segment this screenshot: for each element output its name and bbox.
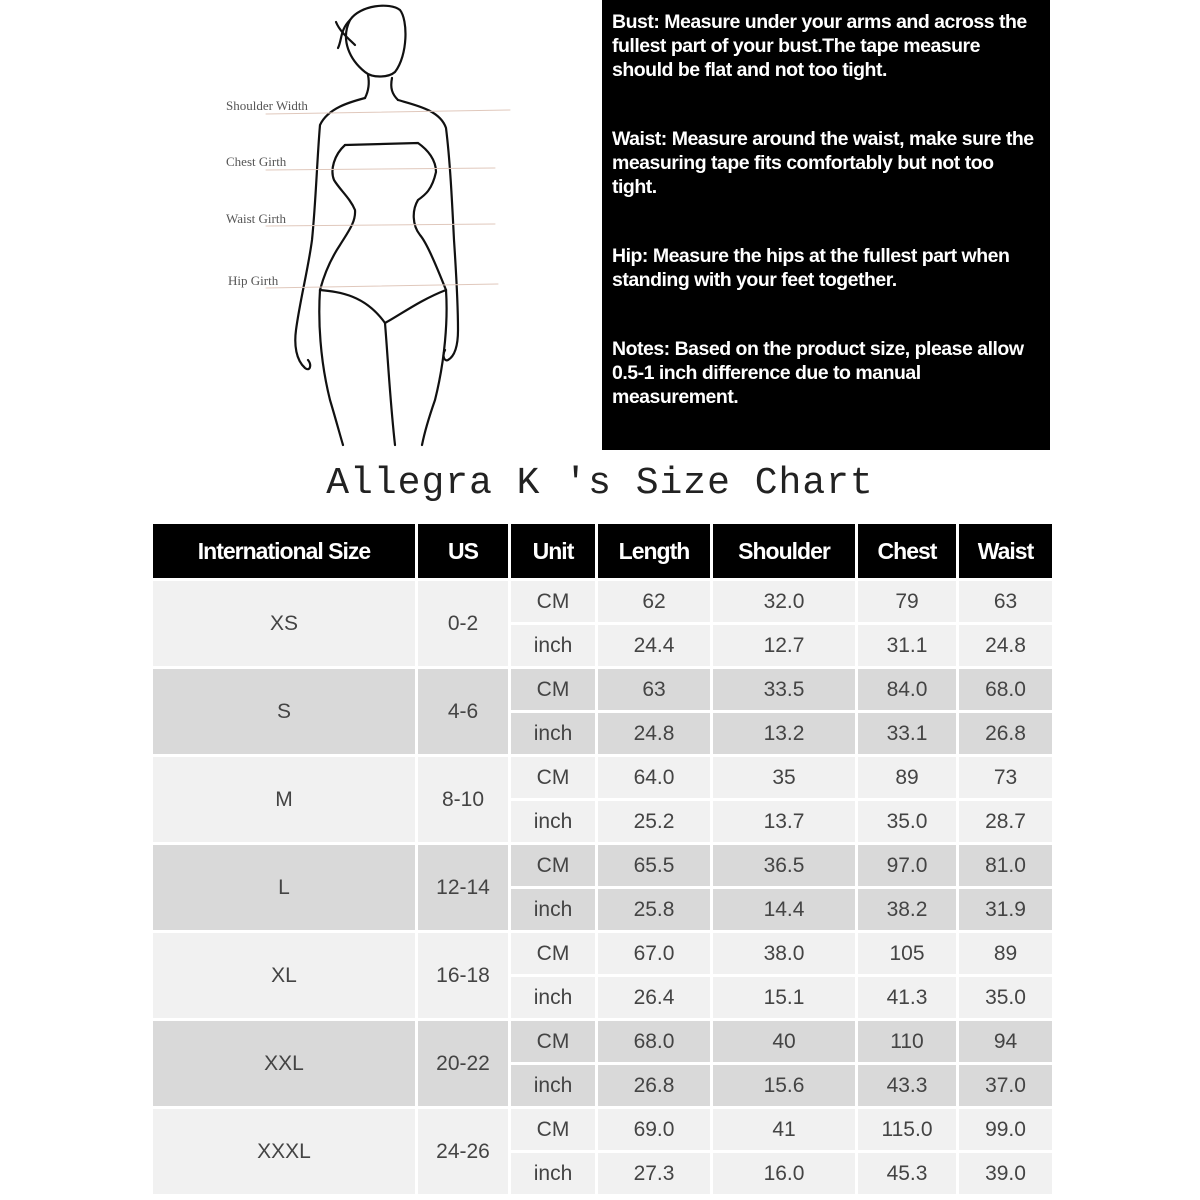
shoulder-cell: 35 bbox=[713, 757, 855, 798]
waist-cell: 94 bbox=[959, 1021, 1052, 1062]
header-waist: Waist bbox=[959, 524, 1052, 578]
header-us: US bbox=[418, 524, 508, 578]
us-size-cell: 20-22 bbox=[418, 1021, 508, 1106]
length-cell: 24.4 bbox=[598, 625, 710, 666]
length-cell: 62 bbox=[598, 581, 710, 622]
unit-cell: inch bbox=[511, 1065, 595, 1106]
table-header-row bbox=[153, 524, 1052, 578]
waist-cell: 81.0 bbox=[959, 845, 1052, 886]
chest-cell: 89 bbox=[858, 757, 956, 798]
notes-instruction: Notes: Based on the product size, please allow 0.5-1 inch difference due to manual measurement. bbox=[612, 338, 1024, 408]
header-length: Length bbox=[598, 524, 710, 578]
international-size-cell: L bbox=[153, 845, 415, 930]
chest-cell: 110 bbox=[858, 1021, 956, 1062]
chest-cell: 43.3 bbox=[858, 1065, 956, 1106]
chest-cell: 41.3 bbox=[858, 977, 956, 1018]
length-cell: 24.8 bbox=[598, 713, 710, 754]
waist-cell: 68.0 bbox=[959, 669, 1052, 710]
international-size-cell: XXL bbox=[153, 1021, 415, 1106]
header-shoulder: Shoulder bbox=[713, 524, 855, 578]
waist-cell: 63 bbox=[959, 581, 1052, 622]
waist-cell: 37.0 bbox=[959, 1065, 1052, 1106]
unit-cell: inch bbox=[511, 801, 595, 842]
waist-cell: 28.7 bbox=[959, 801, 1052, 842]
waist-cell: 89 bbox=[959, 933, 1052, 974]
bust-instruction: Bust: Measure under your arms and across the fullest part of your bust.The tape measure should be flat and not too tight. bbox=[612, 11, 1027, 81]
length-cell: 69.0 bbox=[598, 1109, 710, 1150]
length-cell: 26.4 bbox=[598, 977, 710, 1018]
shoulder-cell: 13.7 bbox=[713, 801, 855, 842]
us-size-cell: 4-6 bbox=[418, 669, 508, 754]
length-cell: 68.0 bbox=[598, 1021, 710, 1062]
us-size-cell: 24-26 bbox=[418, 1109, 508, 1194]
hip-instruction: Hip: Measure the hips at the fullest part when standing with your feet together. bbox=[612, 245, 1010, 291]
chest-cell: 97.0 bbox=[858, 845, 956, 886]
international-size-cell: XXXL bbox=[153, 1109, 415, 1194]
table-row bbox=[153, 1109, 1052, 1150]
shoulder-cell: 36.5 bbox=[713, 845, 855, 886]
length-cell: 67.0 bbox=[598, 933, 710, 974]
waist-cell: 31.9 bbox=[959, 889, 1052, 930]
length-cell: 64.0 bbox=[598, 757, 710, 798]
unit-cell: inch bbox=[511, 977, 595, 1018]
waist-girth-label: Waist Girth bbox=[226, 211, 286, 226]
chest-cell: 31.1 bbox=[858, 625, 956, 666]
international-size-cell: M bbox=[153, 757, 415, 842]
shoulder-cell: 33.5 bbox=[713, 669, 855, 710]
length-cell: 65.5 bbox=[598, 845, 710, 886]
header-unit: Unit bbox=[511, 524, 595, 578]
size-chart-title: Allegra K 's Size Chart bbox=[326, 462, 874, 505]
hip-girth-label: Hip Girth bbox=[228, 273, 279, 288]
table-row bbox=[153, 933, 1052, 974]
us-size-cell: 16-18 bbox=[418, 933, 508, 1018]
shoulder-cell: 32.0 bbox=[713, 581, 855, 622]
shoulder-cell: 40 bbox=[713, 1021, 855, 1062]
us-size-cell: 12-14 bbox=[418, 845, 508, 930]
chest-cell: 79 bbox=[858, 581, 956, 622]
us-size-cell: 0-2 bbox=[418, 581, 508, 666]
waist-instruction: Waist: Measure around the waist, make sure the measuring tape fits comfortably but not too tight. bbox=[612, 128, 1034, 198]
shoulder-cell: 12.7 bbox=[713, 625, 855, 666]
waist-cell: 99.0 bbox=[959, 1109, 1052, 1150]
unit-cell: CM bbox=[511, 933, 595, 974]
chest-cell: 35.0 bbox=[858, 801, 956, 842]
waist-cell: 24.8 bbox=[959, 625, 1052, 666]
body-measurement-figure bbox=[200, 0, 520, 450]
measurement-instructions bbox=[602, 0, 1050, 450]
unit-cell: CM bbox=[511, 581, 595, 622]
table-row bbox=[153, 757, 1052, 798]
international-size-cell: XL bbox=[153, 933, 415, 1018]
unit-cell: CM bbox=[511, 1021, 595, 1062]
length-cell: 25.8 bbox=[598, 889, 710, 930]
shoulder-cell: 16.0 bbox=[713, 1153, 855, 1194]
header-international-size: International Size bbox=[153, 524, 415, 578]
size-chart-table bbox=[150, 521, 1055, 1197]
unit-cell: CM bbox=[511, 845, 595, 886]
unit-cell: inch bbox=[511, 1153, 595, 1194]
us-size-cell: 8-10 bbox=[418, 757, 508, 842]
waist-cell: 26.8 bbox=[959, 713, 1052, 754]
length-cell: 27.3 bbox=[598, 1153, 710, 1194]
unit-cell: CM bbox=[511, 1109, 595, 1150]
length-cell: 26.8 bbox=[598, 1065, 710, 1106]
chest-girth-label: Chest Girth bbox=[226, 154, 287, 169]
unit-cell: CM bbox=[511, 757, 595, 798]
chest-cell: 115.0 bbox=[858, 1109, 956, 1150]
chest-cell: 84.0 bbox=[858, 669, 956, 710]
chest-cell: 45.3 bbox=[858, 1153, 956, 1194]
shoulder-cell: 13.2 bbox=[713, 713, 855, 754]
table-row bbox=[153, 581, 1052, 622]
header-chest: Chest bbox=[858, 524, 956, 578]
unit-cell: inch bbox=[511, 625, 595, 666]
waist-cell: 73 bbox=[959, 757, 1052, 798]
shoulder-cell: 41 bbox=[713, 1109, 855, 1150]
shoulder-cell: 15.1 bbox=[713, 977, 855, 1018]
chest-cell: 38.2 bbox=[858, 889, 956, 930]
chest-cell: 33.1 bbox=[858, 713, 956, 754]
table-row bbox=[153, 669, 1052, 710]
table-row bbox=[153, 845, 1052, 886]
international-size-cell: XS bbox=[153, 581, 415, 666]
waist-cell: 35.0 bbox=[959, 977, 1052, 1018]
table-row bbox=[153, 1021, 1052, 1062]
international-size-cell: S bbox=[153, 669, 415, 754]
unit-cell: CM bbox=[511, 669, 595, 710]
shoulder-cell: 14.4 bbox=[713, 889, 855, 930]
waist-cell: 39.0 bbox=[959, 1153, 1052, 1194]
shoulder-cell: 38.0 bbox=[713, 933, 855, 974]
unit-cell: inch bbox=[511, 889, 595, 930]
shoulder-width-label: Shoulder Width bbox=[226, 98, 308, 113]
length-cell: 63 bbox=[598, 669, 710, 710]
shoulder-cell: 15.6 bbox=[713, 1065, 855, 1106]
unit-cell: inch bbox=[511, 713, 595, 754]
chest-cell: 105 bbox=[858, 933, 956, 974]
length-cell: 25.2 bbox=[598, 801, 710, 842]
